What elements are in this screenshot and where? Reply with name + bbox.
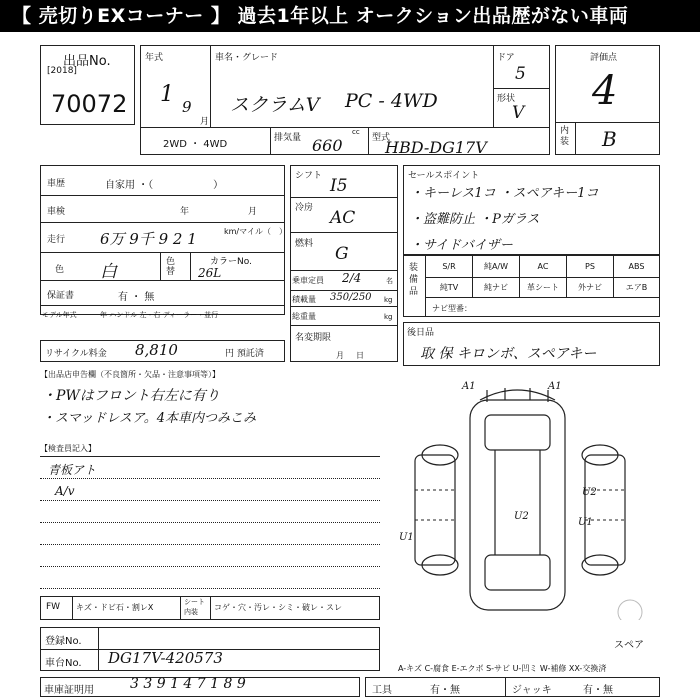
- inspector-line: 青板アト: [48, 463, 97, 477]
- damage-mark: A1: [548, 381, 562, 392]
- shape-label: 形状: [497, 94, 516, 104]
- katashiki-label: 型式: [372, 133, 391, 143]
- month-value: 9: [182, 98, 192, 116]
- naisou-label: 内装: [560, 126, 570, 147]
- shareki-value: 自家用 ・（ ）: [105, 180, 224, 191]
- damage-mark: U1: [578, 517, 593, 528]
- sales-point: ・盗難防止 ・Pガラス: [410, 212, 540, 227]
- page-banner: 【 売切りEXコーナー 】 過去1年以上 オークション出品歴がない車両: [0, 0, 700, 32]
- katashiki-value: HBD-DG17V: [385, 138, 487, 157]
- drive-label: 2WD ・ 4WD: [163, 139, 228, 150]
- equip-sr: S/R: [426, 256, 473, 278]
- iro-label: 色: [55, 265, 65, 275]
- recycle-unit: 円 預託済: [225, 349, 264, 359]
- kounichi-label: 後日品: [407, 328, 435, 338]
- jack-label: ジャッキ: [512, 685, 552, 696]
- name-label: 車名・グレード: [215, 53, 279, 63]
- model-label: モデル年式: [42, 311, 77, 319]
- equip-abs: ABS: [614, 256, 659, 278]
- kounichi-value: 取 保 キロンボ、スペアキー: [420, 346, 597, 362]
- remark-line: ・スマッドレスア。4本車内つみこみ: [42, 411, 257, 426]
- sojuryo-label: 総重量: [292, 312, 316, 321]
- shaken-label: 車検: [47, 207, 66, 217]
- nenshiki-label: 年式: [145, 53, 164, 63]
- shadai-label: 車台No.: [45, 658, 82, 669]
- damage-mark: U1: [399, 532, 414, 543]
- soukou-value: 6万 9千 9 2 1: [100, 230, 197, 248]
- sojuryo-unit: kg: [384, 313, 393, 321]
- equip-ps: PS: [567, 256, 614, 278]
- seat-value: コゲ・穴・汚レ・シミ・破レ・スレ: [214, 603, 342, 612]
- recycle-value: 8,810: [135, 341, 178, 359]
- score-label: 評価点: [590, 53, 618, 63]
- sales-label: セールスポイント: [408, 171, 480, 181]
- equip-airbag: エアB: [614, 278, 659, 298]
- equip-leather: 革シート: [520, 278, 567, 298]
- color-no-value: 26L: [198, 266, 222, 280]
- iro-value: 白: [100, 262, 117, 282]
- door-label: ドア: [497, 53, 515, 63]
- cc-unit: cc: [352, 128, 360, 136]
- iro-kae-label: 色替: [166, 257, 176, 277]
- seat-label: シート内装: [184, 598, 205, 616]
- model-value: 年 ハンドル 左・右 ディーラー・並行: [100, 311, 219, 319]
- name-value: スクラムV: [230, 94, 320, 116]
- fw-value: キズ・ドビ石・割レX: [76, 603, 154, 612]
- soubi-label: 装備品: [409, 263, 419, 297]
- hoshou-label: 保証書: [47, 291, 75, 301]
- car-right-side: [585, 455, 625, 565]
- meigi-unit: 月日: [336, 351, 376, 360]
- lot-label: 出品No.: [63, 54, 111, 69]
- shift-label: シフト: [295, 171, 323, 181]
- door-value: 5: [515, 64, 526, 84]
- spare-label: スペア: [614, 640, 644, 651]
- hoshou-value: 有 ・ 無: [118, 292, 155, 303]
- car-windshield: [485, 415, 550, 450]
- shape-value: V: [512, 103, 525, 123]
- haiki-value: 660: [312, 136, 343, 155]
- sales-point: ・キーレス1コ ・スペアキー1コ: [410, 186, 599, 201]
- sekisai-unit: kg: [384, 296, 393, 304]
- teiin-label: 乗車定員: [292, 276, 324, 285]
- inspector-label: 【検査員記入】: [40, 444, 96, 453]
- shaken-month: 月: [248, 207, 258, 217]
- car-body-top: [470, 400, 565, 610]
- sales-point: ・サイドバイザー: [410, 238, 513, 253]
- month-unit: 月: [200, 117, 210, 127]
- reibou-value: AC: [330, 208, 356, 228]
- sekisai-value: 350/250: [330, 292, 372, 303]
- equip-ac: AC: [520, 256, 567, 278]
- kougu-label: 工具: [372, 685, 392, 696]
- reibou-label: 冷房: [295, 203, 314, 213]
- car-rear-window: [485, 555, 550, 590]
- nenshiki-value: 1: [160, 82, 174, 107]
- grade-value: PC - 4WD: [345, 90, 438, 112]
- jack-value: 有・無: [583, 685, 613, 696]
- car-diagram: [395, 380, 665, 620]
- teiin-unit: 名: [386, 277, 393, 285]
- damage-mark: U2: [582, 487, 597, 498]
- shadai-value: DG17V-420573: [108, 649, 223, 667]
- shareki-label: 車歴: [47, 179, 66, 189]
- equip-navi: 純ナビ: [473, 278, 520, 298]
- damage-legend: A-キズ C-腐食 E-エクボ S-サビ U-凹ミ W-補修 XX-交換済: [398, 664, 607, 673]
- color-no-label: カラーNo.: [210, 257, 252, 267]
- soukou-unit: km/マイル（ ）: [224, 227, 287, 236]
- shaken-year: 年: [180, 207, 190, 217]
- sekisai-label: 積載量: [292, 295, 316, 304]
- nenryo-value: G: [335, 244, 349, 264]
- remarks-label: 【出品店申告欄（不良箇所・欠品・注意事項等）】: [40, 370, 220, 379]
- recycle-label: リサイクル料金: [45, 349, 107, 359]
- car-left-side: [415, 455, 455, 565]
- teiin-value: 2/4: [342, 271, 362, 285]
- score-value: 4: [592, 68, 618, 114]
- lot-year-tag: [2018]: [47, 66, 77, 76]
- shift-value: I5: [330, 176, 348, 196]
- damage-mark: A1: [462, 381, 476, 392]
- shomei-label: 車庫証明用: [44, 685, 94, 696]
- naisou-value: B: [602, 127, 617, 151]
- remark-line: ・PWはフロント右左に有り: [42, 388, 220, 404]
- haiki-label: 排気量: [274, 133, 302, 143]
- kougu-value: 有・無: [430, 685, 460, 696]
- lot-box: [40, 45, 135, 125]
- fw-label: FW: [46, 602, 61, 612]
- equip-ext-navi: 外ナビ: [567, 278, 614, 298]
- soukou-label: 走行: [47, 235, 66, 245]
- shomei-value: 3 3 9 1 4 7 1 8 9: [130, 676, 246, 692]
- equip-tv: 純TV: [426, 278, 473, 298]
- equip-aw: 純A/W: [473, 256, 520, 278]
- toroku-label: 登録No.: [45, 636, 82, 647]
- inspector-line: A/v: [55, 484, 75, 498]
- lot-number: 70072: [51, 90, 128, 118]
- damage-mark: U2: [514, 511, 529, 522]
- spare-tire-icon: [618, 600, 642, 620]
- navi-label: ナビ型番：: [432, 304, 472, 313]
- meigi-label: 名変期限: [295, 333, 332, 343]
- nenryo-label: 燃料: [295, 239, 314, 249]
